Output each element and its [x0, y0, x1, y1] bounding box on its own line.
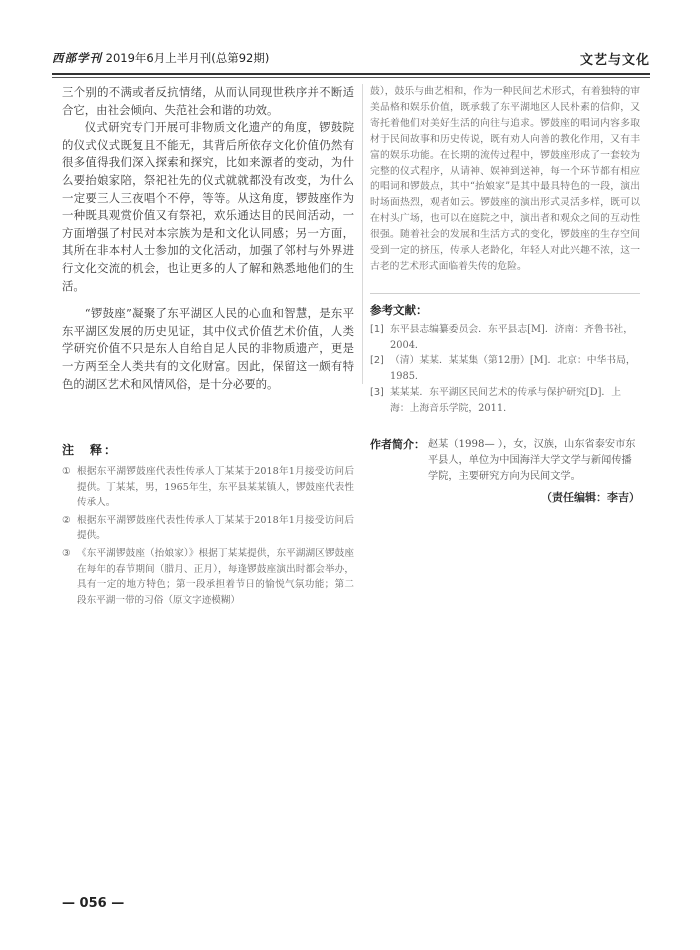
- journal-name: 西部学刊: [52, 51, 102, 65]
- journal-info: [52, 50, 269, 66]
- note-number: ②: [62, 514, 71, 526]
- reference-number: [2]: [370, 355, 384, 367]
- page-header: [52, 50, 650, 72]
- reference-number: [1]: [370, 323, 384, 335]
- reference-text: 东平县志编纂委员会．东平县志[M]．济南：齐鲁书社，2004．: [390, 323, 634, 351]
- body-paragraph: 仪式研究专门开展可非物质文化遗产的角度，锣鼓院的仪式仪式既复且不能无，其背后所依存文化价值仍然有很多值得我们深入探索和探究，比如来源者的变动，为什么要抬娘家陪，祭祀社先的仪式就就都没有改变，为什么一定要三人三夜唱个不停，等等。从这角度，锣鼓座作为一种既具观赏价值又有祭祀，欢乐通达目的民间活动，一方面增强了村民对本宗族为是和文化认同感；另一方面，其所在非本村人士参加的文化活动，加强了邻村与外界进行文化交流的机会，也让更多的人了解和熟悉地他们的生活。: [62, 120, 354, 293]
- header-rule-thin: [52, 77, 650, 78]
- note-text: 根据东平湖锣鼓座代表性传承人丁某某于2018年1月接受访问后提供。: [77, 514, 354, 542]
- responsible-editor: （责任编辑：李吉）: [541, 490, 640, 504]
- author-bio: [370, 437, 640, 485]
- right-column: [370, 84, 640, 505]
- note-number: ①: [62, 466, 71, 478]
- reference-item: [370, 385, 640, 417]
- reference-item: [370, 322, 640, 354]
- notes-title: 注 释：: [62, 443, 119, 458]
- note-item: [62, 464, 354, 511]
- left-column: [62, 84, 354, 610]
- note-item: [62, 513, 354, 544]
- note-number: ③: [62, 548, 71, 560]
- reference-text: 某某某．东平湖区民间艺术的传承与保护研究[D]．上海：上海音乐学院，2011．: [390, 387, 622, 414]
- references-title: 参考文献：: [370, 293, 640, 318]
- body-paragraph: “锣鼓座”凝聚了东平湖区人民的心血和智慧，是东平东平湖区发展的历史见证，其中仪式价值艺术价值，人类学研究价值不只是东人自给自足人民的非物质遗产，更是一方两至全人类共有的文化财富。因此，保留这一颇有特色的湖区艺术和风情风俗，是十分必要的。: [62, 306, 354, 391]
- journal-issue: 2019年6月上半月刊(总第92期): [105, 51, 270, 65]
- section-title: 文艺与文化: [579, 53, 650, 68]
- note-text: 根据东平湖锣鼓座代表性传承人丁某某于2018年1月接受访问后提供。丁某某，男，1965年生，东平县某某镇人，锣鼓座代表性传承人。: [77, 466, 354, 509]
- note-item: [62, 546, 354, 608]
- body-paragraph: 三个别的不满或者反抗情绪，从而认同现世秩序并不断适合它，由社会倾向、失范社会和谐的功效。: [62, 85, 354, 117]
- note-text: 《东平湖锣鼓座（抬娘家）》根据丁某某提供，东平湖湖区锣鼓座在每年的春节期间（腊月、正月），每逢锣鼓座演出时都会举办，具有一定的地方特色；第一段承担着节日的愉悦气氛功能；第二段东平湖一带的习俗（原文字迹模糊）: [77, 548, 354, 606]
- reference-number: [3]: [370, 387, 384, 399]
- body-paragraph: 鼓），鼓乐与曲艺相和，作为一种民间艺术形式，有着独特的审美品格和娱乐价值，既承载了东平湖地区人民朴素的信仰，又寄托着他们对美好生活的向往与追求。锣鼓座的唱词内容多取材于民间故事和历史传说，既有劝人向善的教化作用，又有丰富的娱乐功能。在长期的流传过程中，锣鼓座形成了一套较为完整的仪式程序，从请神、娱神到送神，每一个环节都有相应的唱词和锣鼓点，其中“抬娘家”是其中最具特色的一段，演出时场面热烈，观者如云。锣鼓座的演出形式灵活多样，既可以在村头广场，也可以在庭院之中，演出者和观众之间的互动性很强。随着社会的发展和生活方式的变化，锣鼓座的生存空间受到一定的挤压，传承人老龄化，年轻人对此兴趣不浓，这一古老的艺术形式面临着失传的危险。: [370, 86, 640, 272]
- reference-text: （清）某某．某某集（第12册）[M]．北京：中华书局，1985．: [390, 355, 636, 383]
- header-rule-thick: [52, 73, 650, 75]
- column-divider: [362, 84, 363, 384]
- author-bio-text: 赵某（1998— ），女，汉族，山东省泰安市东平县人，单位为中国海洋大学文学与新闻传播学院，主要研究方向为民间文学。: [428, 438, 636, 482]
- page-number: — 056 —: [62, 896, 125, 911]
- reference-item: [370, 353, 640, 385]
- author-bio-label: 作者简介：: [370, 437, 425, 451]
